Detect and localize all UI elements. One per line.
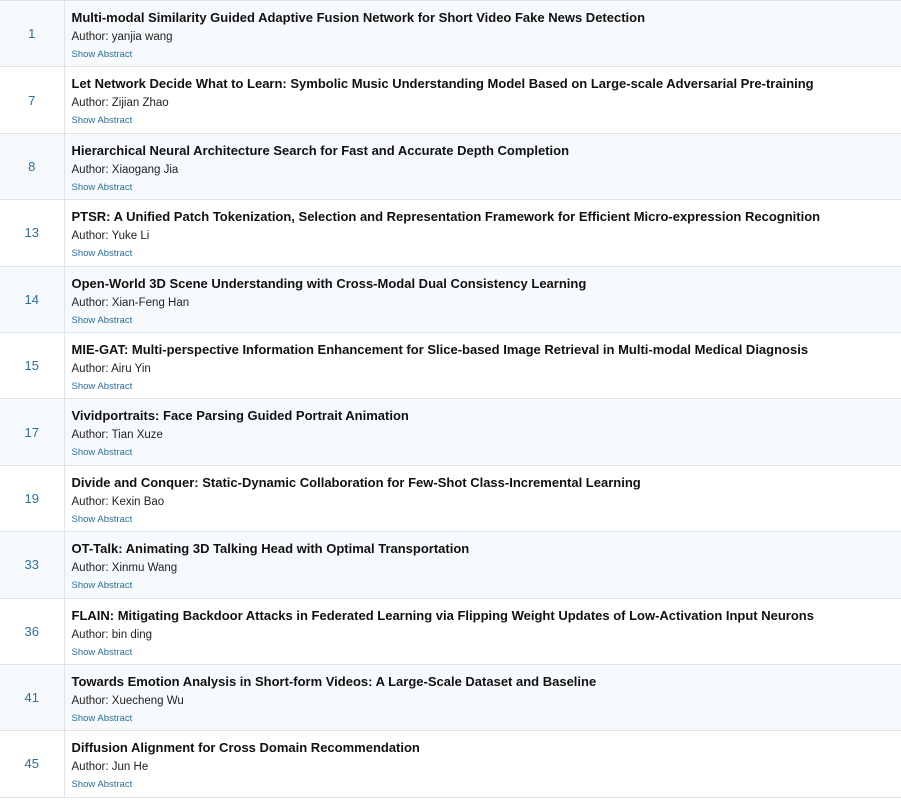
- author-line: [72, 296, 901, 310]
- paper-title: Vividportraits: Face Parsing Guided Portrait Animation: [71, 408, 409, 424]
- author-prefix: Author:: [71, 97, 109, 110]
- table-row: [0, 731, 901, 797]
- paper-info-cell: [64, 399, 901, 465]
- author-prefix: Author:: [71, 694, 109, 707]
- table-row: [0, 332, 901, 398]
- paper-id: 45: [0, 731, 64, 797]
- show-abstract-link[interactable]: Show Abstract: [71, 49, 133, 60]
- paper-title: Multi-modal Similarity Guided Adaptive Fusion Network for Short Video Fake News Detection: [71, 10, 646, 25]
- author-line: [72, 163, 901, 177]
- author-line: [72, 628, 901, 642]
- paper-info-cell: [64, 200, 901, 266]
- paper-info-cell: [64, 664, 901, 730]
- paper-id: 7: [0, 67, 64, 133]
- table-row: [0, 133, 901, 199]
- table-row: [0, 465, 901, 531]
- show-abstract-link[interactable]: Show Abstract: [71, 380, 133, 392]
- author-name: yanjia wang: [111, 31, 173, 43]
- author-prefix: Author:: [71, 495, 109, 508]
- show-abstract-link[interactable]: Show Abstract: [71, 779, 133, 791]
- paper-title: FLAIN: Mitigating Backdoor Attacks in Federated Learning via Flipping Weight Updates of Low-Activation Input Neurons: [71, 607, 814, 623]
- author-prefix: Author:: [71, 628, 109, 641]
- paper-info-cell: [64, 465, 901, 531]
- author-name: Xian-Feng Han: [111, 296, 190, 309]
- show-abstract-link[interactable]: Show Abstract: [71, 447, 133, 459]
- paper-id: 14: [0, 266, 64, 332]
- author-name: Jun He: [111, 761, 149, 774]
- table-row: [0, 200, 901, 266]
- paper-info-cell: [64, 598, 901, 664]
- paper-id: 15: [0, 332, 64, 398]
- paper-info-cell: [64, 67, 901, 133]
- paper-info-cell: [64, 1, 901, 67]
- paper-title: MIE-GAT: Multi-perspective Information Enhancement for Slice-based Image Retrieval in Multi-modal Medical Diagnosis: [71, 341, 809, 357]
- author-line: [72, 495, 901, 509]
- author-prefix: Author:: [71, 429, 109, 442]
- table-row: [0, 399, 901, 465]
- author-name: Xinmu Wang: [111, 562, 178, 575]
- paper-info-cell: [64, 532, 901, 598]
- author-name: Yuke Li: [111, 230, 150, 243]
- paper-title: Towards Emotion Analysis in Short-form Videos: A Large-Scale Dataset and Baseline: [71, 673, 597, 689]
- paper-id: 19: [0, 465, 64, 531]
- author-prefix: Author:: [71, 562, 109, 575]
- author-line: [72, 428, 901, 442]
- show-abstract-link[interactable]: Show Abstract: [71, 513, 133, 525]
- paper-id: 33: [0, 532, 64, 598]
- author-name: Kexin Bao: [111, 495, 165, 508]
- author-prefix: Author:: [71, 761, 109, 774]
- paper-id: 1: [0, 1, 64, 67]
- show-abstract-link[interactable]: Show Abstract: [71, 712, 133, 724]
- paper-title: PTSR: A Unified Patch Tokenization, Selection and Representation Framework for Efficient Micro-expression Recognition: [71, 209, 821, 225]
- author-line: [72, 760, 901, 774]
- author-prefix: Author:: [71, 296, 109, 309]
- author-name: Airu Yin: [111, 362, 151, 375]
- paper-id: 17: [0, 399, 64, 465]
- paper-info-cell: [64, 332, 901, 398]
- paper-id: 36: [0, 598, 64, 664]
- table-row: [0, 598, 901, 664]
- author-prefix: Author:: [71, 230, 109, 243]
- author-line: [72, 96, 901, 110]
- table-row: [0, 532, 901, 598]
- author-line: [72, 30, 901, 44]
- paper-id: 13: [0, 200, 64, 266]
- show-abstract-link[interactable]: Show Abstract: [71, 314, 133, 326]
- author-prefix: Author:: [71, 31, 109, 43]
- table-row: [0, 266, 901, 332]
- paper-title: Open-World 3D Scene Understanding with Cross-Modal Dual Consistency Learning: [71, 275, 587, 291]
- paper-info-cell: [64, 266, 901, 332]
- show-abstract-link[interactable]: Show Abstract: [71, 580, 133, 592]
- author-name: Zijian Zhao: [111, 97, 169, 110]
- author-line: [72, 362, 901, 376]
- author-prefix: Author:: [71, 362, 109, 375]
- author-line: [72, 561, 901, 575]
- paper-title: OT-Talk: Animating 3D Talking Head with Optimal Transportation: [71, 541, 470, 557]
- show-abstract-link[interactable]: Show Abstract: [71, 181, 133, 193]
- table-row: [0, 67, 901, 133]
- paper-list-body: [0, 1, 901, 798]
- show-abstract-link[interactable]: Show Abstract: [71, 646, 133, 658]
- author-name: Xuecheng Wu: [111, 694, 184, 707]
- paper-info-cell: [64, 133, 901, 199]
- author-name: Xiaogang Jia: [111, 163, 179, 176]
- show-abstract-link[interactable]: Show Abstract: [71, 115, 133, 127]
- paper-id: 41: [0, 664, 64, 730]
- paper-title: Let Network Decide What to Learn: Symbolic Music Understanding Model Based on Large-scale Adversarial Pre-training: [71, 76, 814, 92]
- table-row: [0, 1, 901, 67]
- paper-id: 8: [0, 133, 64, 199]
- paper-info-cell: [64, 731, 901, 797]
- paper-title: Hierarchical Neural Architecture Search for Fast and Accurate Depth Completion: [71, 142, 570, 158]
- paper-title: Divide and Conquer: Static-Dynamic Collaboration for Few-Shot Class-Incremental Learning: [71, 474, 641, 490]
- paper-title: Diffusion Alignment for Cross Domain Recommendation: [71, 740, 420, 756]
- show-abstract-link[interactable]: Show Abstract: [71, 248, 133, 260]
- author-prefix: Author:: [71, 163, 109, 176]
- author-line: [72, 229, 901, 243]
- author-name: Tian Xuze: [111, 429, 163, 442]
- author-name: bin ding: [111, 628, 153, 641]
- author-line: [72, 694, 901, 708]
- table-row: [0, 664, 901, 730]
